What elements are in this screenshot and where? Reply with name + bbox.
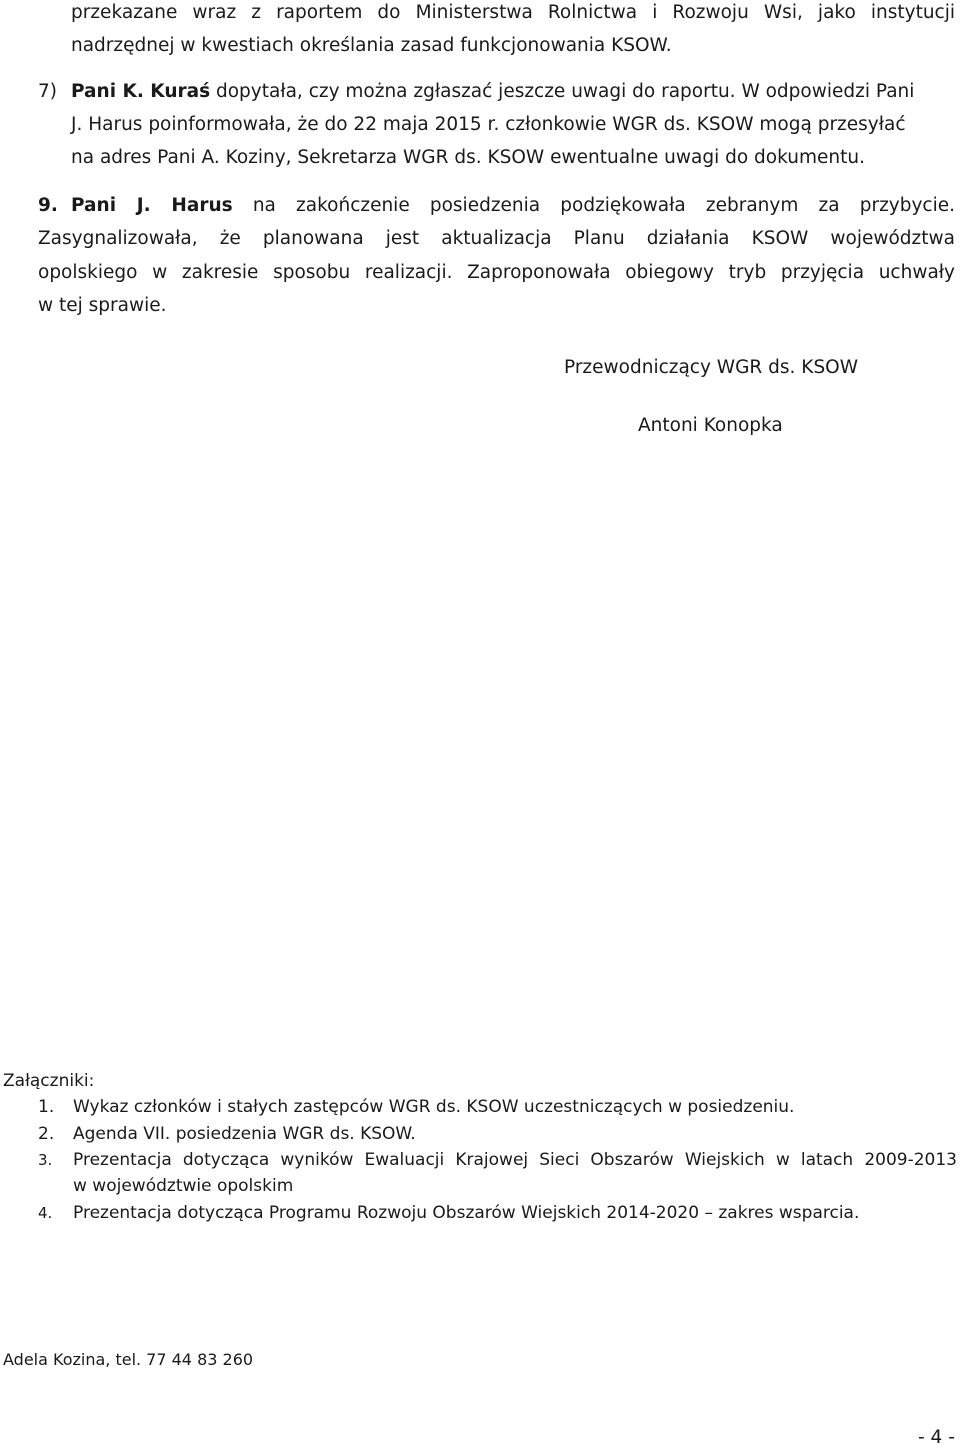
item-7-number: 7) <box>38 81 57 102</box>
item-9-line-1 <box>71 195 955 216</box>
intro-line-1: przekazane wraz z raportem do Ministerstwa Rolnictwa i Rozwoju Wsi, jako instytucji <box>71 2 955 23</box>
item-7-line-1-rest: dopytała, czy można zgłaszać jeszcze uwagi do raportu. W odpowiedzi Pani <box>210 81 915 102</box>
attachment-3-text: Prezentacja dotycząca wyników Ewaluacji Krajowej Sieci Obszarów Wiejskich w latach 2009-2013 <box>73 1150 957 1170</box>
contact-info: Adela Kozina, tel. 77 44 83 260 <box>3 1350 254 1369</box>
item-7-line-1 <box>71 81 914 102</box>
attachment-1-number: 1. <box>38 1097 55 1117</box>
item-9-line-2: Zasygnalizowała, że planowana jest aktualizacja Planu działania KSOW województwa <box>38 228 955 249</box>
attachments-heading: Załączniki: <box>3 1071 95 1091</box>
item-9-person: Pani J. Harus <box>71 195 233 216</box>
signature-name: Antoni Konopka <box>638 415 783 436</box>
attachment-4-number: 4. <box>38 1204 53 1222</box>
item-9-number: 9. <box>38 195 58 216</box>
item-7-line-3: na adres Pani A. Koziny, Sekretarza WGR ds. KSOW ewentualne uwagi do dokumentu. <box>71 147 865 168</box>
intro-line-2: nadrzędnej w kwestiach określania zasad funkcjonowania KSOW. <box>71 35 672 56</box>
attachment-3-number: 3. <box>38 1151 53 1169</box>
item-7-person: Pani K. Kuraś <box>71 81 211 102</box>
attachment-2-text: Agenda VII. posiedzenia WGR ds. KSOW. <box>73 1124 416 1144</box>
attachment-3-text-continued: w województwie opolskim <box>73 1176 294 1196</box>
item-9-line-4: w tej sprawie. <box>38 295 167 316</box>
item-7-line-2: J. Harus poinformowała, że do 22 maja 2015 r. członkowie WGR ds. KSOW mogą przesyłać <box>71 114 906 135</box>
item-9-line-3: opolskiego w zakresie sposobu realizacji. Zaproponowała obiegowy tryb przyjęcia uchwały <box>38 262 955 283</box>
item-9-line-1-rest: na zakończenie posiedzenia podziękowała zebranym za przybycie. <box>232 195 955 216</box>
page-number: - 4 - <box>918 1427 955 1448</box>
attachment-1-text: Wykaz członków i stałych zastępców WGR ds. KSOW uczestniczących w posiedzeniu. <box>73 1097 795 1117</box>
attachment-4-text: Prezentacja dotycząca Programu Rozwoju Obszarów Wiejskich 2014-2020 – zakres wsparcia. <box>73 1203 860 1223</box>
attachment-2-number: 2. <box>38 1124 55 1144</box>
signature-role: Przewodniczący WGR ds. KSOW <box>564 357 859 378</box>
